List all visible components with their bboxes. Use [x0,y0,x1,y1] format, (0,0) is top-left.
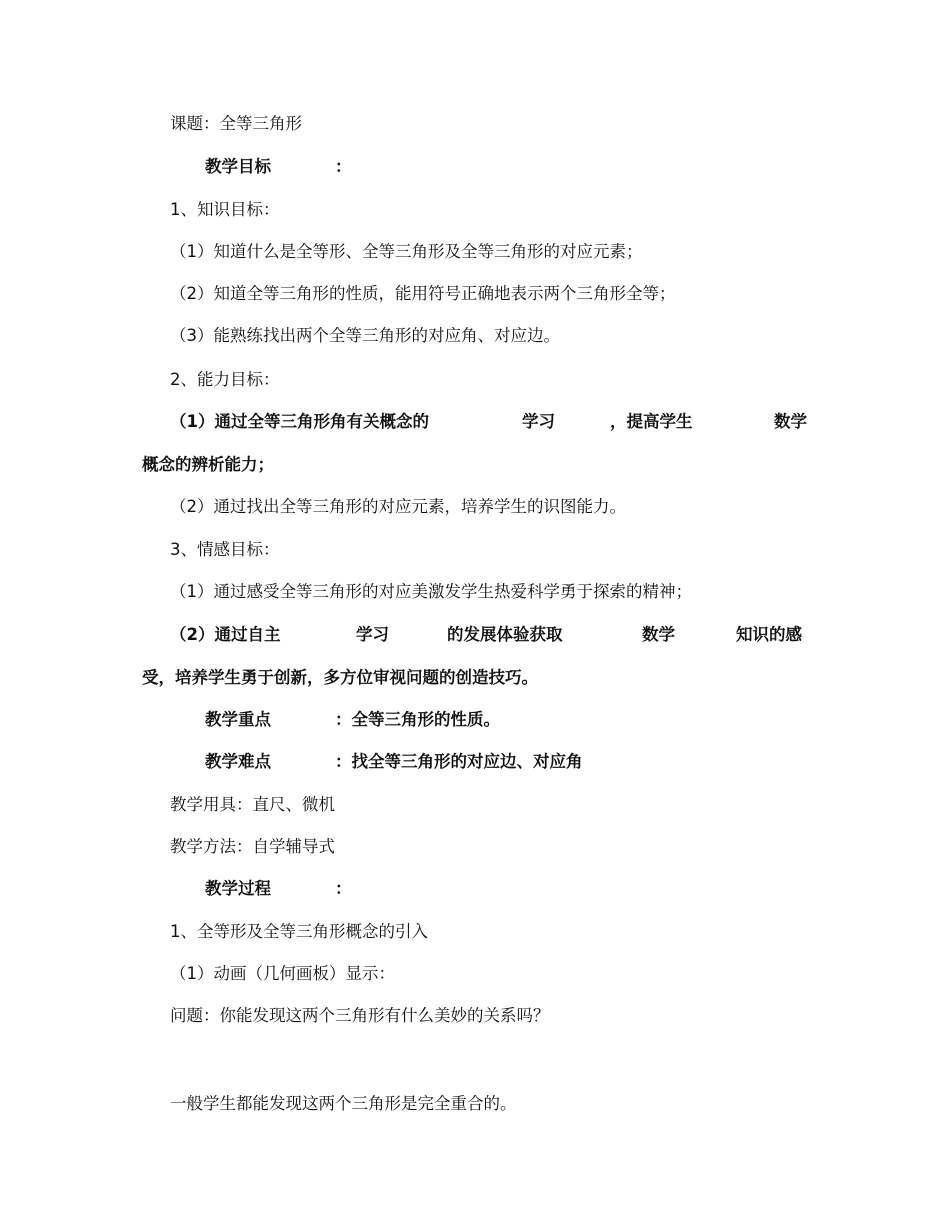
teaching-method: 教学方法：自学辅导式 [170,837,335,856]
ability-item-2: （2）通过找出全等三角形的对应元素，培养学生的识图能力。 [170,497,626,516]
section-1-heading: 1、全等形及全等三角形概念的引入 [170,922,428,941]
key-point-label: 教学重点 [205,710,271,729]
emotion-item-2-seg-3: 的发展体验获取 [447,625,563,644]
emotion-item-2-continuation: 受，培养学生勇于创新，多方位审视问题的创造技巧。 [142,668,538,687]
emotion-item-1: （1）通过感受全等三角形的对应美激发学生热爱科学勇于探索的精神； [170,582,692,601]
emotion-item-2-seg-5: 知识的感 [736,625,802,644]
difficulty-value: ：找全等三角形的对应边、对应角 [335,752,583,771]
section-1-question: 问题：你能发现这两个三角形有什么美妙的关系吗？ [170,1006,550,1025]
teaching-process-colon: ： [335,879,352,898]
emotion-item-2-seg-4: 数学 [642,625,675,644]
knowledge-item-2: （2）知道全等三角形的性质，能用符号正确地表示两个三角形全等； [170,284,676,303]
teaching-tools: 教学用具：直尺、微机 [170,795,335,814]
ability-item-1-seg-1: （1）通过全等三角形角有关概念的 [170,412,429,431]
ability-item-1-seg-2: 学习 [522,412,555,431]
teaching-goals-label: 教学目标 [205,157,271,176]
knowledge-item-3: （3）能熟练找出两个全等三角形的对应角、对应边。 [170,326,560,345]
teaching-goals-colon: ： [335,157,352,176]
knowledge-item-1: （1）知道什么是全等形、全等三角形及全等三角形的对应元素； [170,242,643,261]
emotion-goals-heading: 3、情感目标： [170,540,280,559]
emotion-item-2-seg-2: 学习 [356,625,389,644]
section-1-answer: 一般学生都能发现这两个三角形是完全重合的。 [170,1094,517,1113]
ability-goals-heading: 2、能力目标： [170,370,280,389]
ability-item-1-seg-3: ，提高学生 [610,412,693,431]
lesson-title: 课题：全等三角形 [170,114,302,133]
knowledge-goals-heading: 1、知识目标： [170,200,280,219]
emotion-item-2-seg-1: （2）通过自主 [170,625,281,644]
ability-item-1-seg-4: 数学 [774,412,807,431]
difficulty-label: 教学难点 [205,752,271,771]
teaching-process-label: 教学过程 [205,879,271,898]
key-point-value: ：全等三角形的性质。 [335,710,500,729]
ability-item-1-continuation: 概念的辨析能力； [142,455,274,474]
section-1-item-1: （1）动画（几何画板）显示： [170,964,395,983]
